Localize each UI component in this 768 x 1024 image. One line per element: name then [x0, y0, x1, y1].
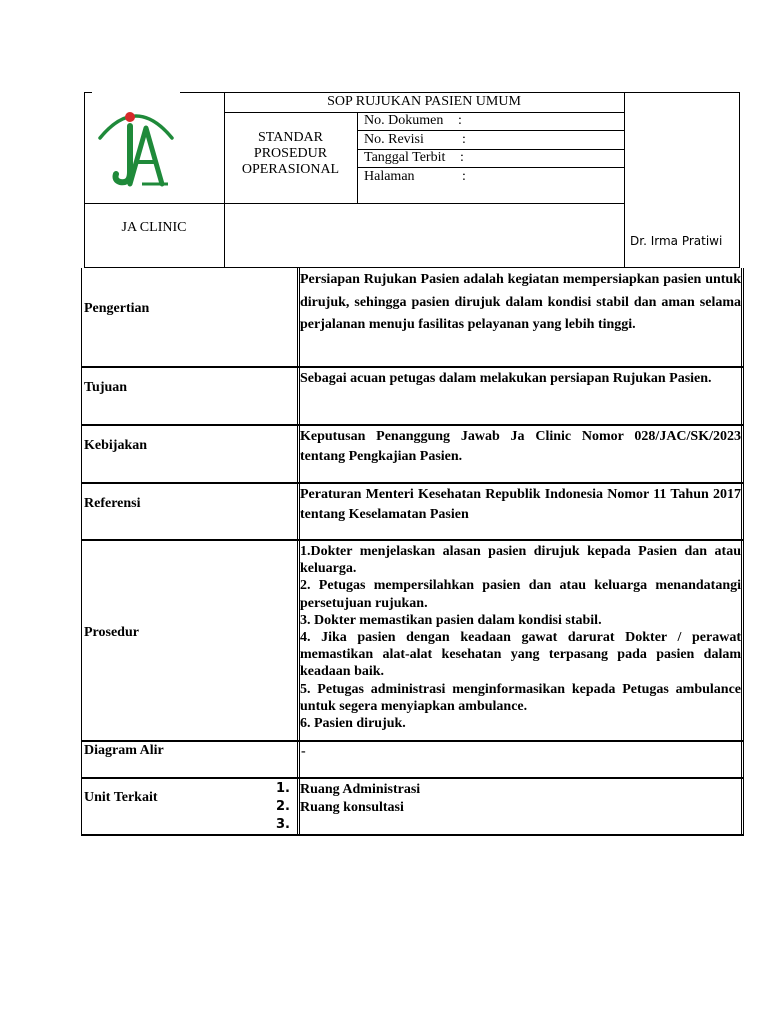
row-divider	[81, 424, 744, 426]
label-referensi: Referensi	[84, 496, 141, 511]
body-right-border	[741, 268, 742, 836]
prosedur-step: 2. Petugas mempersilahkan pasien dan atau keluarga menandatangi persetujuan rujukan.	[300, 578, 741, 611]
meta-no-dokumen	[364, 113, 443, 129]
meta-divider-1	[357, 130, 624, 131]
meta-label: No. Revisi	[364, 132, 424, 147]
header-left-border	[84, 92, 85, 268]
label-unit-terkait: Unit Terkait	[84, 790, 158, 805]
meta-sep: :	[460, 150, 464, 165]
meta-label: No. Dokumen	[364, 113, 444, 128]
clinic-logo-icon	[96, 100, 176, 190]
doc-type-line: PROSEDUR	[253, 146, 328, 161]
unit-list	[300, 781, 420, 817]
meta-sep: :	[462, 132, 466, 147]
body-col-border	[297, 268, 298, 836]
header-col1-border	[224, 92, 225, 268]
text-diagram-alir: -	[301, 744, 306, 759]
header-middle-border	[84, 203, 624, 204]
text-referensi: Peraturan Menteri Kesehatan Republik Indonesia Nomor 11 Tahun 2017 tentang Keselamatan Pasien	[300, 487, 741, 522]
prosedur-step: 1.Dokter menjelaskan alasan pasien dirujuk kepada Pasien dan atau keluarga.	[300, 544, 741, 577]
row-divider	[81, 366, 744, 368]
label-pengertian: Pengertian	[84, 301, 150, 316]
label-kebijakan: Kebijakan	[84, 438, 148, 453]
text-tujuan: Sebagai acuan petugas dalam melakukan persiapan Rujukan Pasien.	[300, 371, 712, 386]
row-divider	[81, 740, 744, 742]
prosedur-step: 6. Pasien dirujuk.	[300, 716, 406, 732]
body-right-border-outer	[743, 268, 744, 836]
signatory-name: Dr. Irma Pratiwi	[630, 234, 723, 248]
meta-halaman	[364, 169, 415, 185]
meta-tanggal-terbit	[364, 150, 445, 166]
meta-no-revisi	[364, 132, 424, 148]
meta-label: Tanggal Terbit	[364, 150, 446, 165]
unit-item: Ruang konsultasi	[300, 800, 404, 815]
doc-type	[224, 130, 357, 178]
meta-sep: :	[462, 169, 466, 184]
unit-number: 1.	[276, 781, 290, 796]
header-bottom-border	[84, 267, 740, 268]
header-right-border	[739, 92, 740, 268]
label-tujuan: Tujuan	[84, 380, 128, 395]
unit-number: 3.	[276, 817, 290, 832]
header-col2-border	[357, 112, 358, 204]
prosedur-step: 4. Jika pasien dengan keadaan gawat darurat Dokter / perawat memastikan alat-alat kesehatan yang terpasang pada pasien dalam keadaan baik.	[300, 630, 741, 680]
meta-sep: :	[458, 113, 462, 128]
doc-type-line: STANDAR	[258, 130, 323, 145]
clinic-name: JA CLINIC	[121, 220, 187, 235]
clinic-logo	[96, 100, 176, 190]
prosedur-step: 3. Dokter memastikan pasien dalam kondisi stabil.	[300, 612, 602, 628]
sop-title: SOP RUJUKAN PASIEN UMUM	[327, 94, 521, 109]
text-pengertian: Persiapan Rujukan Pasien adalah kegiatan mempersiapkan pasien untuk dirujuk, sehingga pasien dirujuk dalam kondisi stabil dan aman selama perjalanan menuju fasilitas pelayanan yang lebih tinggi.	[300, 272, 741, 332]
label-diagram-alir: Diagram Alir	[84, 743, 164, 758]
body-bottom-border	[81, 834, 744, 836]
meta-divider-3	[357, 167, 624, 168]
label-prosedur: Prosedur	[84, 625, 139, 640]
list-prosedur	[300, 543, 741, 732]
logo-cell-gap	[92, 91, 180, 94]
doc-type-line: OPERASIONAL	[241, 162, 340, 177]
unit-number: 2.	[276, 799, 290, 814]
unit-numbers	[276, 780, 290, 834]
prosedur-step: 5. Petugas administrasi menginformasikan kepada Petugas ambulance untuk segera menyiapkan ambulance.	[300, 681, 741, 714]
unit-item: Ruang Administrasi	[300, 782, 421, 797]
meta-label: Halaman	[364, 169, 415, 184]
row-divider	[81, 539, 744, 541]
header-top-border	[84, 92, 740, 93]
body-left-border	[81, 268, 82, 836]
row-divider	[81, 777, 744, 779]
header-col3-border	[624, 92, 625, 268]
text-kebijakan: Keputusan Penanggung Jawab Ja Clinic Nomor 028/JAC/SK/2023 tentang Pengkajian Pasien.	[300, 429, 741, 464]
row-divider	[81, 482, 744, 484]
